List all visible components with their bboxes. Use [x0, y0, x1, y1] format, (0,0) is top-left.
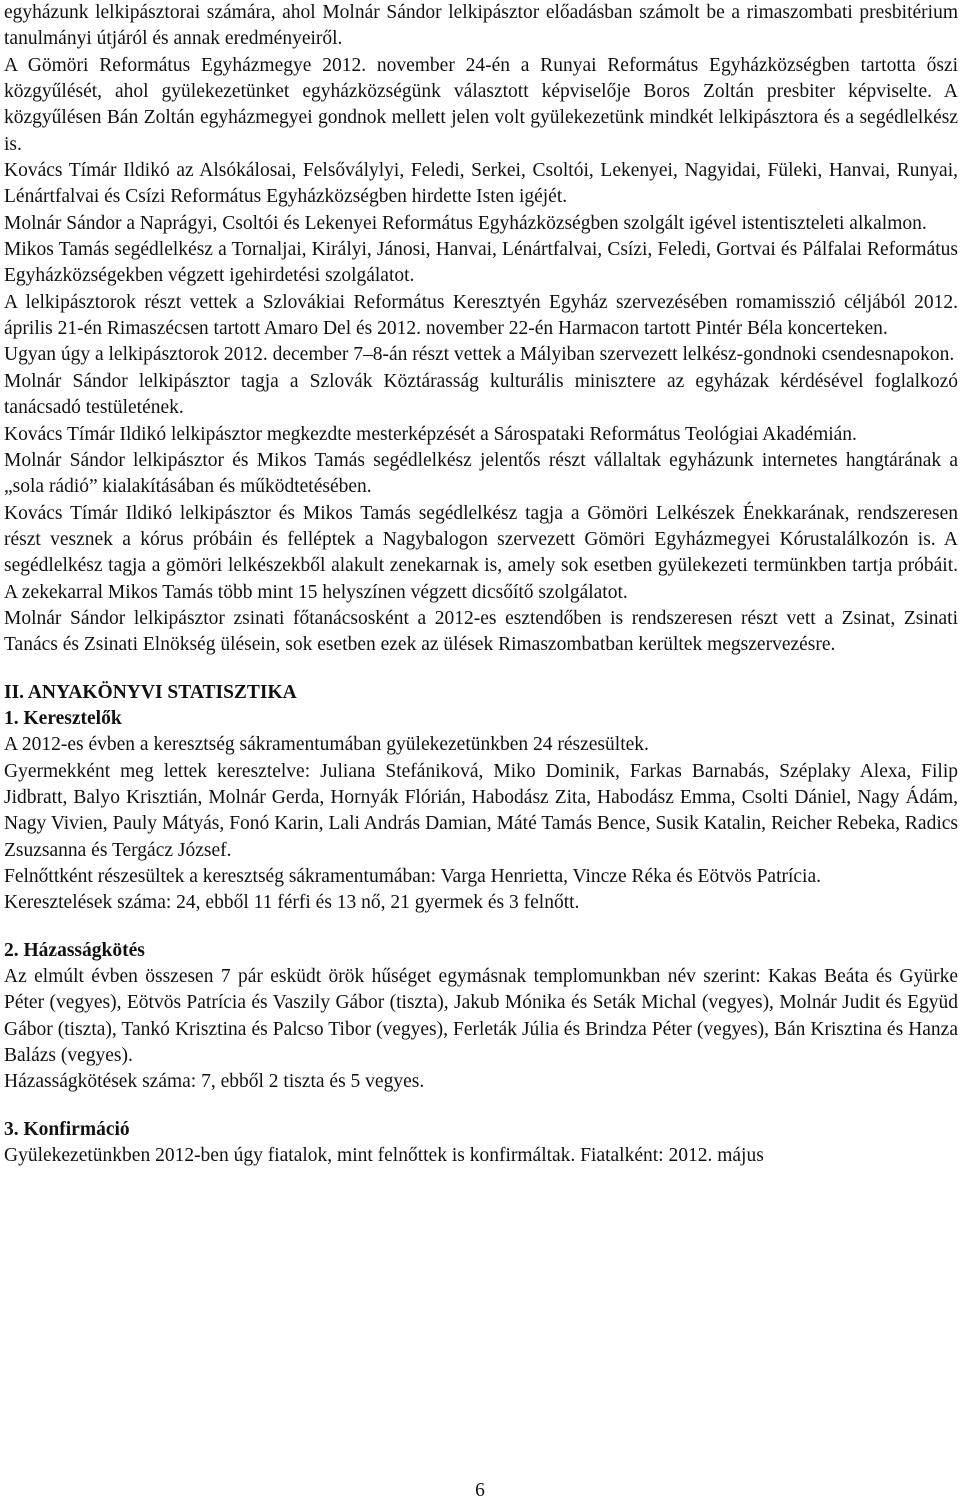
page-number: 6 — [475, 1480, 485, 1501]
subsection-heading-baptism: 1. Keresztelők — [4, 707, 122, 729]
body-paragraph: Kovács Tímár Ildikó lelkipásztor és Mikos Tamás segédlelkész tagja a Gömöri Lelkészek Énekkarának, rendszeresen részt vesznek a kórus próbáin és felléptek a Nagybalogon szervezett Gömöri Egyházmegyei Kórustalálkozón is. A segédlelkész tagja a gömöri lelkészekből alakult zenekarnak is, amely sok esetben gyülekezeti termünkben tartja próbáit. A zekekarral Mikos Tamás több mint 15 helyszínen végzett dicsőítő szolgálatot. — [4, 502, 958, 603]
body-paragraph: Molnár Sándor lelkipásztor tagja a Szlovák Köztárasság kulturális minisztere az egyházak kérdésével foglalkozó tanácsadó testületének. — [4, 370, 958, 419]
body-paragraph: Gyülekezetünkben 2012-ben úgy fiatalok, mint felnőttek is konfirmáltak. Fiatalként: 2012. május — [4, 1145, 764, 1167]
section-spacer — [4, 1096, 958, 1117]
subsection-heading-confirmation: 3. Konfirmáció — [4, 1118, 130, 1140]
section-spacer — [4, 659, 958, 680]
body-paragraph: Molnár Sándor lelkipásztor zsinati főtanácsosként a 2012-es esztendőben is rendszeresen részt vett a Zsinat, Zsinati Tanács és Zsinati Elnökség ülésein, sok esetben ezek az ülések Rimaszombatban kerültek megszervezésre. — [4, 607, 958, 656]
body-paragraph: A lelkipásztorok részt vettek a Szlovákiai Református Keresztyén Egyház szervezésében romamisszió céljából 2012. április 21-én Rimaszécsen tartott Amaro Del és 2012. november 22-én Harmacon tartott Pintér Béla koncerteken. — [4, 291, 958, 340]
document-page — [4, 0, 958, 1512]
body-paragraph: Az elmúlt évben összesen 7 pár esküdt örök hűséget egymásnak templomunkban név szerint: Kakas Beáta és Gyürke Péter (vegyes), Eötvös Patrícia és Vaszily Gábor (tiszta), Jakub Mónika és Seták Michal (vegyes), Molnár Judit és Együd Gábor (tiszta), Tankó Krisztina és Palcso Tibor (vegyes), Ferleták Júlia és Brindza Péter (vegyes), Bán Krisztina és Hanza Balázs (vegyes). — [4, 966, 958, 1067]
subsection-heading-marriage: 2. Házasságkötés — [4, 939, 145, 961]
body-paragraph: egyházunk lelkipásztorai számára, ahol Molnár Sándor lelkipásztor előadásban számolt be a rimaszombati presbitérium tanulmányi útjáról és annak eredményeiről. — [4, 2, 958, 50]
body-paragraph: Felnőttként részesültek a keresztség sákramentumában: Varga Henrietta, Vincze Réka és Eötvös Patrícia. — [4, 866, 822, 887]
section-spacer — [4, 917, 958, 938]
body-paragraph: Ugyan úgy a lelkipásztorok 2012. december 7–8-án részt vettek a Mályiban szervezett lelkész-gondnoki csendesnapokon. — [4, 344, 955, 366]
body-paragraph: Molnár Sándor a Naprágyi, Csoltói és Lekenyei Református Egyházközségben szolgált igével istentiszteleti alkalmon. — [4, 212, 927, 234]
body-paragraph: Keresztelések száma: 24, ebből 11 férfi és 13 nő, 21 gyermek és 3 felnőtt. — [4, 892, 580, 914]
body-paragraph: Házasságkötések száma: 7, ebből 2 tiszta és 5 vegyes. — [4, 1071, 425, 1093]
section-title: II. ANYAKÖNYVI STATISZTIKA — [4, 681, 297, 703]
body-paragraph: A 2012-es évben a keresztség sákramentumában gyülekezetünkben 24 részesültek. — [4, 734, 649, 756]
document-content — [4, 0, 958, 1169]
body-paragraph: Gyermekként meg lettek keresztelve: Juliana Stefániková, Miko Dominik, Farkas Barnabás, Széplaky Alexa, Filip Jidbratt, Balyo Krisztián, Molnár Gerda, Hornyák Flórián, Habodász Zita, Habodász Emma, Csolti Dániel, Nagy Ádám, Nagy Vivien, Pauly Mátyás, Fonó Karin, Lali András Damian, Máté Tamás Bence, Susik Katalin, Reicher Rebeka, Radics Zsuzsanna és Tergácz József. — [4, 760, 958, 861]
body-paragraph: Kovács Tímár Ildikó az Alsókálosai, Felsőválylyi, Feledi, Serkei, Csoltói, Lekenyei, Nagyidai, Füleki, Hanvai, Runyai, Lénártfalvai és Csízi Református Egyházközségben hirdette Isten igéjét. — [4, 160, 958, 208]
body-paragraph: Kovács Tímár Ildikó lelkipásztor megkezdte mesterképzését a Sárospataki Református Teológiai Akadémián. — [4, 423, 857, 445]
body-paragraph: Mikos Tamás segédlelkész a Tornaljai, Királyi, Jánosi, Hanvai, Lénártfalvai, Csízi, Feledi, Gortvai és Pálfalai Református Egyházközségekben végzett igehirdetési szolgálatot. — [4, 239, 958, 287]
body-paragraph: Molnár Sándor lelkipásztor és Mikos Tamás segédlelkész jelentős részt vállaltak egyházunk internetes hangtárának a „sola rádió” kialakításában és működtetésében. — [4, 449, 958, 498]
body-paragraph: A Gömöri Református Egyházmegye 2012. november 24-én a Runyai Református Egyházközségben tartotta őszi közgyűlését, ahol gyülekezetünket egyházközségünk választott képviselője Boros Zoltán presbiter képviselte. A közgyűlésen Bán Zoltán egyházmegyei gondnok mellett jelen volt gyülekezetünk mindkét lelkipásztora és a segédlelkész is. — [4, 54, 958, 155]
